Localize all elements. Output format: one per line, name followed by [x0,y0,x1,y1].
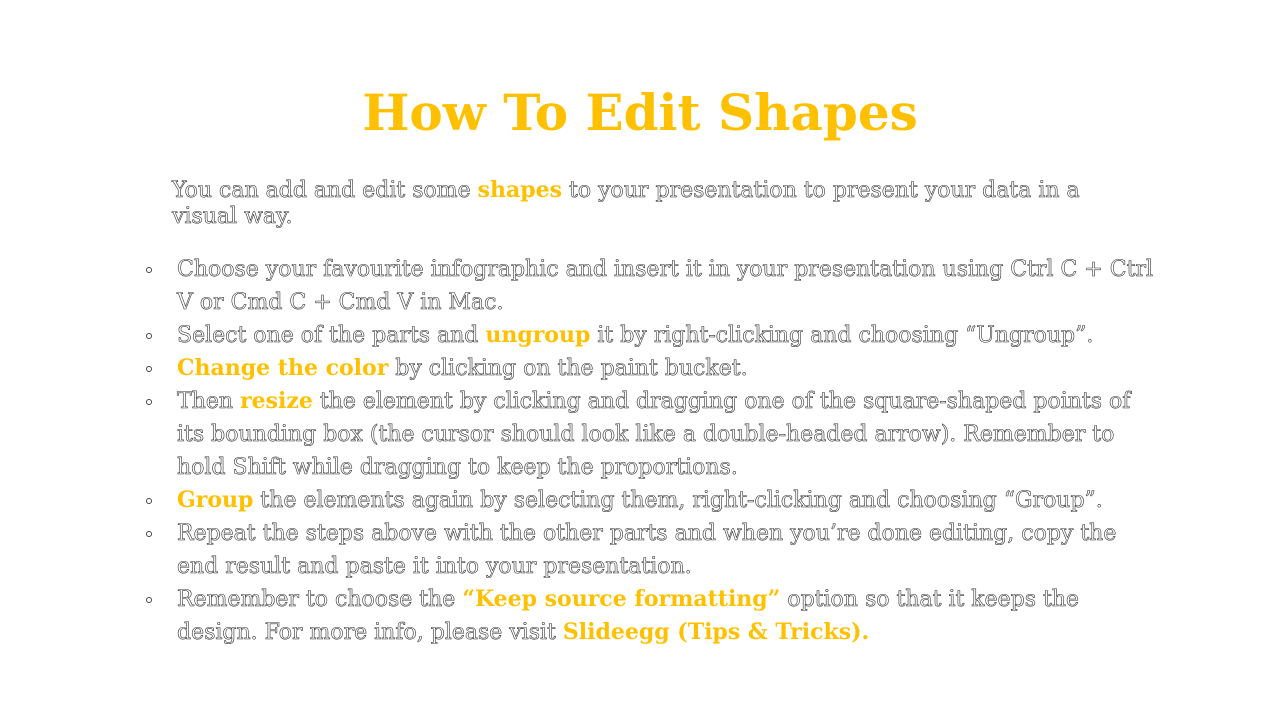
intro-paragraph [172,177,1122,230]
intro-highlight-shapes: shapes [477,177,563,203]
slideegg-tips-link[interactable]: Slideegg (Tips & Tricks) [562,619,862,645]
step-item-2 [177,319,1157,352]
bullet-circle-icon [146,531,152,537]
step-item-1 [177,253,1157,319]
step-highlight-keep-source-formatting: “Keep source formatting” [462,586,781,612]
step-highlight-ungroup: ungroup [485,322,591,348]
step-text-after: it by right-clicking and choosing “Ungroup”. [590,323,1094,348]
bullet-circle-icon [146,333,152,339]
step-text-after: the elements again by selecting them, right-clicking and choosing “Group”. [253,488,1103,513]
bullet-circle-icon [146,399,152,405]
step-text-before: Choose your favourite infographic and insert it in your presentation using Ctrl C + Ctrl V or Cmd C + Cmd V in Mac. [177,257,1153,315]
step-text-before: Select one of the parts and [177,323,486,348]
step-item-4 [177,385,1157,484]
step-text-before: Remember to choose the [177,587,463,612]
step-text-after: the element by clicking and dragging one of the square-shaped points of its bounding box (the cursor should look like a double-headed arrow). Remember to hold Shift while dragging to keep the proportions. [177,389,1131,480]
slide-title: How To Edit Shapes [362,83,918,142]
step-text-before: Repeat the steps above with the other parts and when you’re done editing, copy the end result and paste it into your presentation. [177,521,1117,579]
steps-list [177,253,1157,649]
step-text-after: by clicking on the paint bucket. [388,356,748,381]
bullet-circle-icon [146,267,152,273]
step-text-after: option so that it keeps the design. For more info, please visit [177,587,1080,645]
step-item-6 [177,517,1157,583]
bullet-circle-icon [146,498,152,504]
bullet-circle-icon [146,597,152,603]
step-text-before: Then [177,389,241,414]
bullet-circle-icon [146,366,152,372]
step-item-5 [177,484,1157,517]
intro-text-after: to your presentation to present your data in a visual way. [172,178,1080,229]
step-highlight-change-color: Change the color [177,355,389,381]
step-item-3 [177,352,1157,385]
step-highlight-resize: resize [240,388,313,414]
intro-text-before: You can add and edit some [172,178,478,203]
step-item-7 [177,583,1157,649]
step-highlight-group: Group [177,487,254,513]
step-text-end: . [861,619,870,645]
